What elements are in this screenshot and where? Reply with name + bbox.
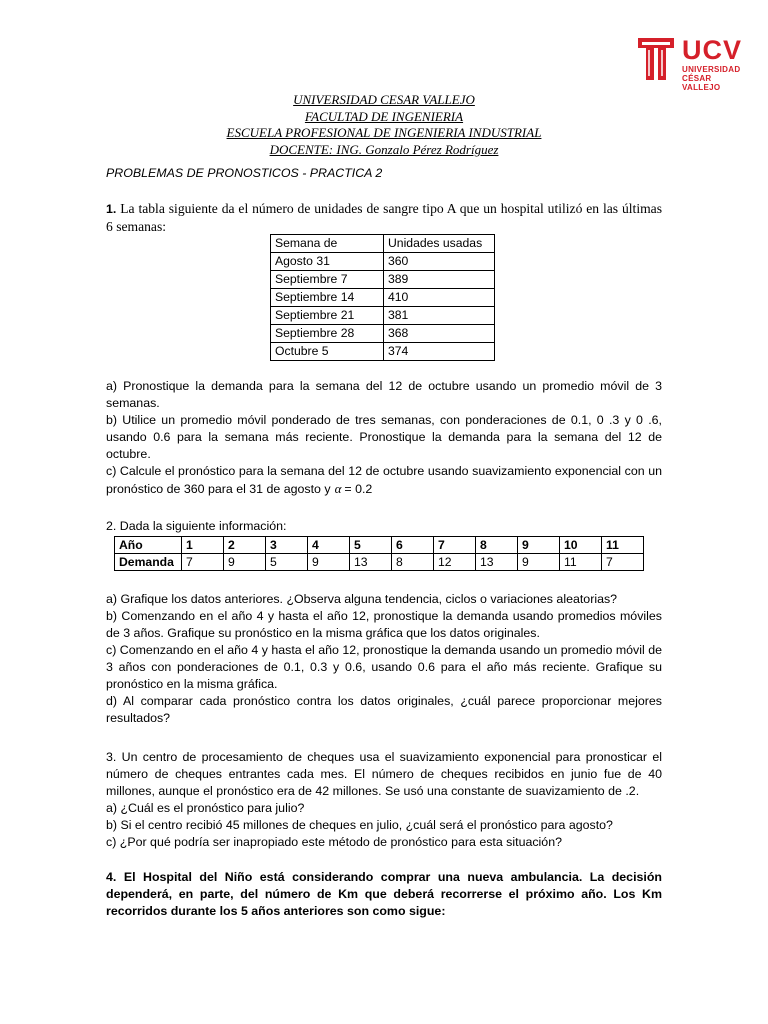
year-cell: 6: [392, 537, 434, 554]
school-name: ESCUELA PROFESIONAL DE INGENIERIA INDUSTRIAL: [226, 125, 542, 140]
demand-cell: 9: [308, 554, 350, 571]
problem-2-questions: [106, 591, 662, 727]
ucv-logo: [636, 35, 746, 92]
demand-table: [114, 536, 644, 571]
problem-2-c: c) Comenzando en el año 4 y hasta el año 12, pronostique la demanda usando un promedio móvil de 3 años con ponderaciones de 0.1, 0.3 y 0.6, usando 0.6 para el año más reciente. Grafique su pronóstico en la misma gráfica.: [106, 643, 662, 691]
table-cell: 389: [384, 271, 495, 289]
year-cell: 2: [224, 537, 266, 554]
demand-cell: 13: [350, 554, 392, 571]
problem-1-intro: [106, 200, 662, 235]
problem-2-d: d) Al comparar cada pronóstico contra los datos originales, ¿cuál parece proporcionar mejores resultados?: [106, 694, 662, 725]
year-cell: 9: [518, 537, 560, 554]
problem-3-intro: 3. Un centro de procesamiento de cheques usa el suavizamiento exponencial para pronosticar el número de cheques entrantes cada mes. El número de cheques recibidos en junio fue de 40 millones, aunque el pronóstico era de 42 millones. Se usó una constante de suavizamiento de .2.: [106, 750, 662, 798]
table-row: [271, 271, 495, 289]
problem-3-c: c) ¿Por qué podría ser inapropiado este método de pronóstico para esta situación?: [106, 835, 562, 849]
table-row: [271, 289, 495, 307]
logo-line2: CÉSAR VALLEJO: [682, 74, 721, 92]
problem-1-text: La tabla siguiente da el número de unidades de sangre tipo A que un hospital utilizó en las últimas 6 semanas:: [106, 201, 662, 234]
table-header-row: [271, 235, 495, 253]
table-row: [271, 253, 495, 271]
demand-cell: 7: [182, 554, 224, 571]
year-cell: 1: [182, 537, 224, 554]
demand-cell: 9: [224, 554, 266, 571]
year-cell: 7: [434, 537, 476, 554]
logo-brand: UCV: [682, 35, 743, 65]
alpha-symbol: α: [334, 481, 342, 496]
demand-cell: 11: [560, 554, 602, 571]
problem-3-a: a) ¿Cuál es el pronóstico para julio?: [106, 801, 305, 815]
table-row: [271, 325, 495, 343]
table-cell: Septiembre 21: [271, 307, 384, 325]
problem-4-intro: 4. El Hospital del Niño está considerando comprar una nueva ambulancia. La decisión dependerá, en parte, del número de Km que deberá recorrerse el próximo año. Los Km recorridos durante los 5 años anteriores son como sigue:: [106, 870, 662, 918]
table-row: [271, 307, 495, 325]
logo-line1: UNIVERSIDAD: [682, 65, 741, 74]
problem-1-c-value: = 0.2: [344, 482, 373, 496]
years-row: [115, 537, 644, 554]
header-cell: Unidades usadas: [384, 235, 495, 253]
problem-1-b: b) Utilice un promedio móvil ponderado de tres semanas, con ponderaciones de 0.1, 0 .3 y 0 .6, usando 0.6 para la semana más reciente. Pronostique la demanda para la semana del 12 de octubre.: [106, 413, 662, 461]
demand-cell: 8: [392, 554, 434, 571]
demand-row: [115, 554, 644, 571]
problem-1-number: 1.: [106, 202, 117, 216]
problem-1-c: [106, 463, 662, 498]
table-cell: 374: [384, 343, 495, 361]
ucv-shield-icon: [636, 36, 676, 82]
document-header: [100, 92, 668, 158]
problem-4: [106, 869, 662, 920]
problem-2-b: b) Comenzando en el año 4 y hasta el año 12, pronostique la demanda usando promedios móviles de 3 años. Grafique su pronóstico en la misma gráfica que los datos originales.: [106, 609, 662, 640]
row-label: Año: [115, 537, 182, 554]
demand-cell: 12: [434, 554, 476, 571]
row-label: Demanda: [115, 554, 182, 571]
table-cell: Septiembre 7: [271, 271, 384, 289]
table-cell: 381: [384, 307, 495, 325]
table-cell: Septiembre 14: [271, 289, 384, 307]
problem-3-b: b) Si el centro recibió 45 millones de cheques en julio, ¿cuál será el pronóstico para agosto?: [106, 818, 613, 832]
problem-2-a: a) Grafique los datos anteriores. ¿Observa alguna tendencia, ciclos o variaciones aleatorias?: [106, 592, 618, 606]
problem-2-intro: 2. Dada la siguiente información:: [106, 519, 287, 533]
demand-cell: 13: [476, 554, 518, 571]
table-cell: 360: [384, 253, 495, 271]
year-cell: 8: [476, 537, 518, 554]
table-cell: 410: [384, 289, 495, 307]
table-cell: Agosto 31: [271, 253, 384, 271]
year-cell: 4: [308, 537, 350, 554]
page-title: PROBLEMAS DE PRONOSTICOS - PRACTICA 2: [106, 166, 383, 180]
header-cell: Semana de: [271, 235, 384, 253]
table-row: [271, 343, 495, 361]
blood-units-table: [270, 234, 495, 361]
table-cell: 368: [384, 325, 495, 343]
university-name: UNIVERSIDAD CESAR VALLEJO: [293, 92, 475, 107]
problem-1-c-text: c) Calcule el pronóstico para la semana del 12 de octubre usando suavizamiento exponencial con un pronóstico de 360 para el 31 de agosto y: [106, 464, 662, 496]
teacher-name: DOCENTE: ING. Gonzalo Pérez Rodríguez: [269, 141, 499, 157]
problem-1-questions: [106, 378, 662, 498]
table-cell: Octubre 5: [271, 343, 384, 361]
year-cell: 10: [560, 537, 602, 554]
faculty-name: FACULTAD DE INGENIERIA: [304, 108, 464, 124]
problem-1-a: a) Pronostique la demanda para la semana del 12 de octubre usando un promedio móvil de 3 semanas.: [106, 379, 662, 410]
problem-3: [106, 749, 662, 851]
year-cell: 3: [266, 537, 308, 554]
table-cell: Septiembre 28: [271, 325, 384, 343]
year-cell: 11: [602, 537, 644, 554]
demand-cell: 7: [602, 554, 644, 571]
demand-cell: 5: [266, 554, 308, 571]
year-cell: 5: [350, 537, 392, 554]
demand-cell: 9: [518, 554, 560, 571]
